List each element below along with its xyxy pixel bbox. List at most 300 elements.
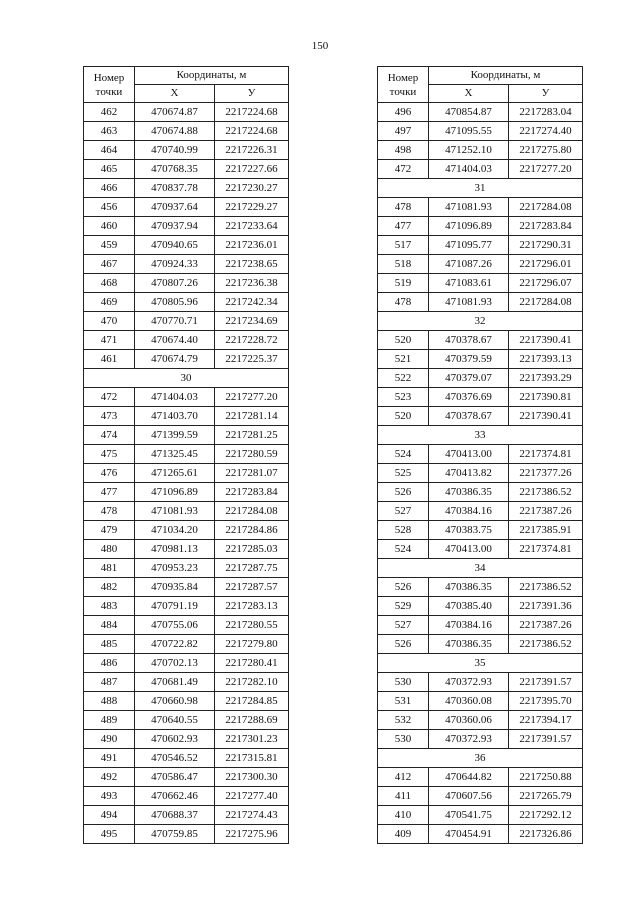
y-coordinate: 2217224.68 xyxy=(215,103,289,122)
table-row xyxy=(378,673,583,692)
x-coordinate: 470379.59 xyxy=(429,350,509,369)
table-row xyxy=(378,388,583,407)
x-coordinate: 470924.33 xyxy=(135,255,215,274)
x-coordinate: 471325.45 xyxy=(135,445,215,464)
table-row xyxy=(378,407,583,426)
point-number: 478 xyxy=(84,502,135,521)
y-coordinate: 2217390.81 xyxy=(509,388,583,407)
point-number: 486 xyxy=(84,654,135,673)
table-row xyxy=(378,597,583,616)
table-row xyxy=(378,350,583,369)
y-coordinate: 2217284.85 xyxy=(215,692,289,711)
point-number: 474 xyxy=(84,426,135,445)
x-column-header: X xyxy=(429,85,509,103)
x-coordinate: 470681.49 xyxy=(135,673,215,692)
y-coordinate: 2217285.03 xyxy=(215,540,289,559)
section-row xyxy=(378,749,583,768)
point-number: 481 xyxy=(84,559,135,578)
x-coordinate: 470640.55 xyxy=(135,711,215,730)
x-coordinate: 470413.00 xyxy=(429,540,509,559)
x-coordinate: 470360.08 xyxy=(429,692,509,711)
point-number: 487 xyxy=(84,673,135,692)
y-coordinate: 2217282.10 xyxy=(215,673,289,692)
point-number-header: Номер точки xyxy=(378,67,429,103)
point-number: 484 xyxy=(84,616,135,635)
x-column-header: X xyxy=(135,85,215,103)
table-row xyxy=(378,787,583,806)
table-row xyxy=(378,122,583,141)
x-coordinate: 470372.93 xyxy=(429,730,509,749)
y-coordinate: 2217277.20 xyxy=(509,160,583,179)
coordinates-header: Координаты, м xyxy=(429,67,583,85)
y-coordinate: 2217281.14 xyxy=(215,407,289,426)
y-coordinate: 2217283.84 xyxy=(215,483,289,502)
y-coordinate: 2217288.69 xyxy=(215,711,289,730)
point-number: 460 xyxy=(84,217,135,236)
x-coordinate: 470981.13 xyxy=(135,540,215,559)
point-number: 523 xyxy=(378,388,429,407)
y-coordinate: 2217233.64 xyxy=(215,217,289,236)
x-coordinate: 471096.89 xyxy=(135,483,215,502)
point-number: 468 xyxy=(84,274,135,293)
x-coordinate: 471265.61 xyxy=(135,464,215,483)
x-coordinate: 471081.93 xyxy=(429,198,509,217)
table-row xyxy=(378,711,583,730)
x-coordinate: 470386.35 xyxy=(429,578,509,597)
table-row xyxy=(84,768,289,787)
point-number: 409 xyxy=(378,825,429,844)
table-row xyxy=(378,464,583,483)
point-number: 530 xyxy=(378,673,429,692)
x-coordinate: 471404.03 xyxy=(135,388,215,407)
y-coordinate: 2217385.91 xyxy=(509,521,583,540)
y-coordinate: 2217326.86 xyxy=(509,825,583,844)
table-row xyxy=(84,825,289,844)
point-number: 494 xyxy=(84,806,135,825)
x-coordinate: 470674.79 xyxy=(135,350,215,369)
y-coordinate: 2217296.07 xyxy=(509,274,583,293)
y-coordinate: 2217281.07 xyxy=(215,464,289,483)
y-coordinate: 2217301.23 xyxy=(215,730,289,749)
point-number: 524 xyxy=(378,540,429,559)
y-coordinate: 2217236.38 xyxy=(215,274,289,293)
point-number: 475 xyxy=(84,445,135,464)
table-row xyxy=(84,293,289,312)
y-coordinate: 2217284.86 xyxy=(215,521,289,540)
y-coordinate: 2217225.37 xyxy=(215,350,289,369)
y-coordinate: 2217386.52 xyxy=(509,578,583,597)
point-number: 518 xyxy=(378,255,429,274)
table-row xyxy=(84,616,289,635)
x-coordinate: 470372.93 xyxy=(429,673,509,692)
point-number: 528 xyxy=(378,521,429,540)
point-number: 456 xyxy=(84,198,135,217)
y-coordinate: 2217292.12 xyxy=(509,806,583,825)
point-number: 498 xyxy=(378,141,429,160)
y-coordinate: 2217283.04 xyxy=(509,103,583,122)
section-row xyxy=(378,312,583,331)
y-coordinate: 2217250.88 xyxy=(509,768,583,787)
y-coordinate: 2217395.70 xyxy=(509,692,583,711)
table-row xyxy=(84,179,289,198)
point-number: 465 xyxy=(84,160,135,179)
y-coordinate: 2217394.17 xyxy=(509,711,583,730)
table-row xyxy=(84,407,289,426)
table-row xyxy=(84,502,289,521)
point-number: 478 xyxy=(378,198,429,217)
coordinates-table-right xyxy=(377,66,583,844)
x-coordinate: 471095.55 xyxy=(429,122,509,141)
table-row xyxy=(378,616,583,635)
table-row xyxy=(84,255,289,274)
point-number: 411 xyxy=(378,787,429,806)
table-row xyxy=(84,540,289,559)
page-number: 150 xyxy=(311,40,329,52)
table-row xyxy=(378,806,583,825)
section-number: 33 xyxy=(378,426,583,445)
section-row xyxy=(378,179,583,198)
x-coordinate: 470759.85 xyxy=(135,825,215,844)
y-coordinate: 2217280.59 xyxy=(215,445,289,464)
point-number: 467 xyxy=(84,255,135,274)
y-coordinate: 2217387.26 xyxy=(509,616,583,635)
table-row xyxy=(84,559,289,578)
table-row xyxy=(378,483,583,502)
x-coordinate: 470546.52 xyxy=(135,749,215,768)
table-row xyxy=(378,160,583,179)
point-number: 479 xyxy=(84,521,135,540)
y-coordinate: 2217391.57 xyxy=(509,673,583,692)
table-row xyxy=(84,141,289,160)
x-coordinate: 470386.35 xyxy=(429,483,509,502)
coordinates-table-left xyxy=(83,66,289,844)
y-coordinate: 2217387.26 xyxy=(509,502,583,521)
section-number: 35 xyxy=(378,654,583,673)
x-coordinate: 470770.71 xyxy=(135,312,215,331)
point-number: 478 xyxy=(378,293,429,312)
table-row xyxy=(84,806,289,825)
y-coordinate: 2217230.27 xyxy=(215,179,289,198)
y-coordinate: 2217284.08 xyxy=(509,198,583,217)
y-coordinate: 2217274.40 xyxy=(509,122,583,141)
table-row xyxy=(378,141,583,160)
point-number: 527 xyxy=(378,502,429,521)
table-row xyxy=(84,445,289,464)
x-coordinate: 470644.82 xyxy=(429,768,509,787)
table-row xyxy=(84,597,289,616)
point-number-header: Номер точки xyxy=(84,67,135,103)
table-row xyxy=(84,274,289,293)
table-row xyxy=(84,350,289,369)
y-column-header: У xyxy=(509,85,583,103)
point-number: 526 xyxy=(378,635,429,654)
point-number: 469 xyxy=(84,293,135,312)
x-coordinate: 470383.75 xyxy=(429,521,509,540)
y-coordinate: 2217390.41 xyxy=(509,331,583,350)
table-row xyxy=(378,502,583,521)
table-row xyxy=(378,198,583,217)
y-coordinate: 2217277.20 xyxy=(215,388,289,407)
point-number: 412 xyxy=(378,768,429,787)
x-coordinate: 470854.87 xyxy=(429,103,509,122)
y-coordinate: 2217287.57 xyxy=(215,578,289,597)
point-number: 521 xyxy=(378,350,429,369)
y-coordinate: 2217290.31 xyxy=(509,236,583,255)
table-row xyxy=(378,217,583,236)
y-coordinate: 2217280.55 xyxy=(215,616,289,635)
y-coordinate: 2217227.66 xyxy=(215,160,289,179)
y-coordinate: 2217283.84 xyxy=(509,217,583,236)
table-row xyxy=(84,122,289,141)
point-number: 462 xyxy=(84,103,135,122)
y-coordinate: 2217386.52 xyxy=(509,483,583,502)
y-coordinate: 2217391.57 xyxy=(509,730,583,749)
table-row xyxy=(84,217,289,236)
point-number: 531 xyxy=(378,692,429,711)
point-number: 472 xyxy=(84,388,135,407)
x-coordinate: 470386.35 xyxy=(429,635,509,654)
table-row xyxy=(84,673,289,692)
y-coordinate: 2217284.08 xyxy=(509,293,583,312)
point-number: 519 xyxy=(378,274,429,293)
x-coordinate: 470378.67 xyxy=(429,331,509,350)
x-coordinate: 470755.06 xyxy=(135,616,215,635)
table-row xyxy=(84,521,289,540)
x-coordinate: 470454.91 xyxy=(429,825,509,844)
x-coordinate: 470384.16 xyxy=(429,616,509,635)
table-row xyxy=(84,160,289,179)
point-number: 530 xyxy=(378,730,429,749)
point-number: 526 xyxy=(378,578,429,597)
table-row xyxy=(378,293,583,312)
y-column-header: У xyxy=(215,85,289,103)
table-row xyxy=(378,103,583,122)
section-number: 36 xyxy=(378,749,583,768)
y-coordinate: 2217281.25 xyxy=(215,426,289,445)
section-number: 31 xyxy=(378,179,583,198)
table-row xyxy=(84,654,289,673)
point-number: 477 xyxy=(378,217,429,236)
table-row xyxy=(84,103,289,122)
point-number: 497 xyxy=(378,122,429,141)
x-coordinate: 471081.93 xyxy=(429,293,509,312)
point-number: 480 xyxy=(84,540,135,559)
point-number: 517 xyxy=(378,236,429,255)
table-row xyxy=(378,521,583,540)
point-number: 471 xyxy=(84,331,135,350)
x-coordinate: 470807.26 xyxy=(135,274,215,293)
point-number: 489 xyxy=(84,711,135,730)
point-number: 520 xyxy=(378,407,429,426)
y-coordinate: 2217242.34 xyxy=(215,293,289,312)
x-coordinate: 470660.98 xyxy=(135,692,215,711)
x-coordinate: 470953.23 xyxy=(135,559,215,578)
point-number: 463 xyxy=(84,122,135,141)
point-number: 477 xyxy=(84,483,135,502)
table-row xyxy=(84,578,289,597)
x-coordinate: 471252.10 xyxy=(429,141,509,160)
x-coordinate: 470413.82 xyxy=(429,464,509,483)
point-number: 483 xyxy=(84,597,135,616)
y-coordinate: 2217393.29 xyxy=(509,369,583,388)
table-row xyxy=(84,730,289,749)
y-coordinate: 2217274.43 xyxy=(215,806,289,825)
point-number: 488 xyxy=(84,692,135,711)
table-row xyxy=(378,578,583,597)
point-number: 459 xyxy=(84,236,135,255)
table-row xyxy=(84,198,289,217)
table-row xyxy=(84,749,289,768)
y-coordinate: 2217226.31 xyxy=(215,141,289,160)
x-coordinate: 471081.93 xyxy=(135,502,215,521)
x-coordinate: 470360.06 xyxy=(429,711,509,730)
table-row xyxy=(378,635,583,654)
y-coordinate: 2217280.41 xyxy=(215,654,289,673)
y-coordinate: 2217390.41 xyxy=(509,407,583,426)
y-coordinate: 2217283.13 xyxy=(215,597,289,616)
x-coordinate: 470674.87 xyxy=(135,103,215,122)
x-coordinate: 470378.67 xyxy=(429,407,509,426)
x-coordinate: 470937.64 xyxy=(135,198,215,217)
point-number: 482 xyxy=(84,578,135,597)
point-number: 476 xyxy=(84,464,135,483)
table-row xyxy=(84,236,289,255)
x-coordinate: 470791.19 xyxy=(135,597,215,616)
y-coordinate: 2217279.80 xyxy=(215,635,289,654)
section-number: 34 xyxy=(378,559,583,578)
y-coordinate: 2217287.75 xyxy=(215,559,289,578)
table-row xyxy=(378,825,583,844)
table-row xyxy=(84,711,289,730)
point-number: 470 xyxy=(84,312,135,331)
point-number: 410 xyxy=(378,806,429,825)
point-number: 520 xyxy=(378,331,429,350)
table-row xyxy=(378,540,583,559)
table-row xyxy=(378,255,583,274)
table-row xyxy=(84,426,289,445)
x-coordinate: 470674.40 xyxy=(135,331,215,350)
x-coordinate: 470768.35 xyxy=(135,160,215,179)
x-coordinate: 470662.46 xyxy=(135,787,215,806)
x-coordinate: 470940.65 xyxy=(135,236,215,255)
table-row xyxy=(378,730,583,749)
point-number: 526 xyxy=(378,483,429,502)
y-coordinate: 2217315.81 xyxy=(215,749,289,768)
table-row xyxy=(378,692,583,711)
y-coordinate: 2217275.96 xyxy=(215,825,289,844)
x-coordinate: 471399.59 xyxy=(135,426,215,445)
x-coordinate: 471083.61 xyxy=(429,274,509,293)
y-coordinate: 2217296.01 xyxy=(509,255,583,274)
x-coordinate: 470384.16 xyxy=(429,502,509,521)
point-number: 525 xyxy=(378,464,429,483)
x-coordinate: 470702.13 xyxy=(135,654,215,673)
y-coordinate: 2217393.13 xyxy=(509,350,583,369)
table-row xyxy=(84,464,289,483)
point-number: 493 xyxy=(84,787,135,806)
point-number: 524 xyxy=(378,445,429,464)
point-number: 496 xyxy=(378,103,429,122)
x-coordinate: 470607.56 xyxy=(429,787,509,806)
y-coordinate: 2217275.80 xyxy=(509,141,583,160)
x-coordinate: 470541.75 xyxy=(429,806,509,825)
x-coordinate: 470376.69 xyxy=(429,388,509,407)
table-row xyxy=(378,274,583,293)
y-coordinate: 2217234.69 xyxy=(215,312,289,331)
y-coordinate: 2217265.79 xyxy=(509,787,583,806)
x-coordinate: 471096.89 xyxy=(429,217,509,236)
y-coordinate: 2217391.36 xyxy=(509,597,583,616)
table-row xyxy=(84,388,289,407)
point-number: 529 xyxy=(378,597,429,616)
point-number: 492 xyxy=(84,768,135,787)
y-coordinate: 2217386.52 xyxy=(509,635,583,654)
x-coordinate: 470688.37 xyxy=(135,806,215,825)
x-coordinate: 470937.94 xyxy=(135,217,215,236)
x-coordinate: 470602.93 xyxy=(135,730,215,749)
table-row xyxy=(84,787,289,806)
x-coordinate: 471034.20 xyxy=(135,521,215,540)
x-coordinate: 470935.84 xyxy=(135,578,215,597)
point-number: 485 xyxy=(84,635,135,654)
point-number: 491 xyxy=(84,749,135,768)
y-coordinate: 2217236.01 xyxy=(215,236,289,255)
x-coordinate: 470385.40 xyxy=(429,597,509,616)
x-coordinate: 471095.77 xyxy=(429,236,509,255)
y-coordinate: 2217229.27 xyxy=(215,198,289,217)
section-row xyxy=(378,559,583,578)
y-coordinate: 2217277.40 xyxy=(215,787,289,806)
x-coordinate: 470722.82 xyxy=(135,635,215,654)
x-coordinate: 471087.26 xyxy=(429,255,509,274)
table-row xyxy=(378,331,583,350)
point-number: 527 xyxy=(378,616,429,635)
point-number: 472 xyxy=(378,160,429,179)
point-number: 495 xyxy=(84,825,135,844)
point-number: 464 xyxy=(84,141,135,160)
x-coordinate: 470379.07 xyxy=(429,369,509,388)
point-number: 490 xyxy=(84,730,135,749)
y-coordinate: 2217224.68 xyxy=(215,122,289,141)
table-row xyxy=(378,236,583,255)
point-number: 473 xyxy=(84,407,135,426)
section-number: 30 xyxy=(84,369,289,388)
table-row xyxy=(84,312,289,331)
x-coordinate: 470805.96 xyxy=(135,293,215,312)
y-coordinate: 2217374.81 xyxy=(509,540,583,559)
y-coordinate: 2217300.30 xyxy=(215,768,289,787)
x-coordinate: 470413.00 xyxy=(429,445,509,464)
section-row xyxy=(378,426,583,445)
table-row xyxy=(378,445,583,464)
point-number: 466 xyxy=(84,179,135,198)
x-coordinate: 470674.88 xyxy=(135,122,215,141)
table-row xyxy=(378,768,583,787)
y-coordinate: 2217228.72 xyxy=(215,331,289,350)
y-coordinate: 2217377.26 xyxy=(509,464,583,483)
table-row xyxy=(84,483,289,502)
table-row xyxy=(84,635,289,654)
y-coordinate: 2217284.08 xyxy=(215,502,289,521)
section-row xyxy=(84,369,289,388)
table-row xyxy=(378,369,583,388)
x-coordinate: 470837.78 xyxy=(135,179,215,198)
point-number: 532 xyxy=(378,711,429,730)
x-coordinate: 471403.70 xyxy=(135,407,215,426)
y-coordinate: 2217238.65 xyxy=(215,255,289,274)
x-coordinate: 470586.47 xyxy=(135,768,215,787)
x-coordinate: 471404.03 xyxy=(429,160,509,179)
